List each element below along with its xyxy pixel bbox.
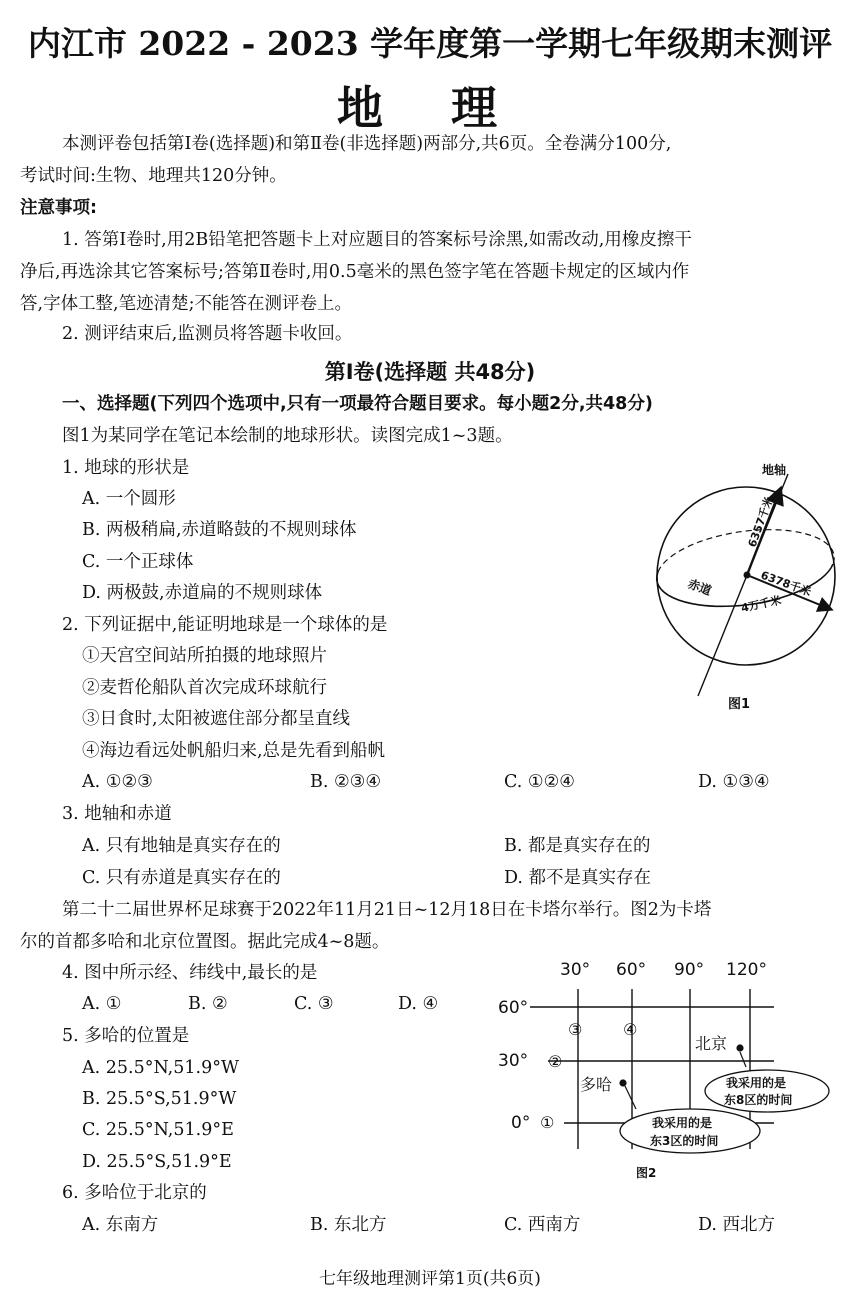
figure-1-caption: 图1: [728, 697, 751, 712]
q5-option-b: B. 25.5°S,51.9°W: [82, 1089, 237, 1109]
q1-option-c: C. 一个正球体: [82, 552, 194, 572]
marker-4: ④: [623, 1020, 638, 1039]
marker-1: ①: [540, 1113, 555, 1132]
q2-stem: 2. 下列证据中,能证明地球是一个球体的是: [62, 615, 388, 635]
q4-stem: 4. 图中所示经、纬线中,最长的是: [62, 963, 318, 983]
q6-option-c: C. 西南方: [504, 1215, 581, 1235]
section-1-title: 第Ⅰ卷(选择题 共48分): [324, 360, 536, 384]
notice-item-1-line-3: 答,字体工整,笔迹清楚;不能答在测评卷上。: [20, 294, 353, 314]
equator-label: 赤道: [685, 576, 714, 599]
beijing-bubble-line-1: 我采用的是: [726, 1076, 787, 1090]
q4-option-a: A. ①: [82, 994, 122, 1014]
section-1-instruction: 一、选择题(下列四个选项中,只有一项最符合题目要求。每小题2分,共48分): [62, 394, 653, 414]
q2-statement-3: ③日食时,太阳被遮住部分都呈直线: [82, 709, 351, 729]
q2-option-b: B. ②③④: [310, 772, 382, 792]
equator-back: [658, 530, 834, 572]
q5-option-c: C. 25.5°N,51.9°E: [82, 1120, 234, 1140]
q3-option-a: A. 只有地轴是真实存在的: [82, 836, 281, 856]
q1-option-b: B. 两极稍扁,赤道略鼓的不规则球体: [82, 520, 357, 540]
q4-option-b: B. ②: [188, 994, 228, 1014]
subject-title: 地 理: [336, 81, 523, 135]
notice-item-1-line-2: 净后,再选涂其它答案标号;答第Ⅱ卷时,用0.5毫米的黑色签字笔在答题卡规定的区域内作: [20, 262, 690, 282]
lon-label-60: 60°: [616, 960, 647, 980]
doha-bubble-line-2: 东3区的时间: [650, 1134, 719, 1148]
q5-stem: 5. 多哈的位置是: [62, 1026, 190, 1046]
doha-label: 多哈: [580, 1075, 613, 1094]
q1-option-d: D. 两极鼓,赤道扁的不规则球体: [82, 583, 323, 603]
lon-label-90: 90°: [674, 960, 705, 980]
beijing-bubble-line-2: 东8区的时间: [724, 1093, 793, 1107]
q6-stem: 6. 多哈位于北京的: [62, 1183, 207, 1203]
marker-2: ②: [548, 1052, 563, 1071]
q6-option-b: B. 东北方: [310, 1215, 387, 1235]
lat-label-30: 30°: [498, 1051, 529, 1071]
q3-option-d: D. 都不是真实存在: [504, 868, 652, 888]
lon-label-120: 120°: [726, 960, 767, 980]
q5-option-d: D. 25.5°S,51.9°E: [82, 1152, 232, 1172]
notice-heading: 注意事项:: [20, 198, 97, 218]
q2-option-d: D. ①③④: [698, 772, 770, 792]
q2-statement-4: ④海边看远处帆船归来,总是先看到船帆: [82, 741, 386, 761]
q2-option-a: A. ①②③: [82, 772, 153, 792]
notice-item-2: 2. 测评结束后,监测员将答题卡收回。: [62, 324, 353, 344]
circumference-label: 4万千米: [739, 593, 783, 615]
marker-3: ③: [568, 1020, 583, 1039]
fig2-intro-line-1: 第二十二届世界杯足球赛于2022年11月21日~12月18日在卡塔尔举行。图2为卡塔: [62, 900, 712, 920]
q3-option-b: B. 都是真实存在的: [504, 836, 651, 856]
page-footer: 七年级地理测评第1页(共6页): [319, 1269, 541, 1289]
q3-option-c: C. 只有赤道是真实存在的: [82, 868, 281, 888]
intro-line-2: 考试时间:生物、地理共120分钟。: [20, 166, 287, 186]
q2-statement-2: ②麦哲伦船队首次完成环球航行: [82, 678, 327, 698]
intro-line-1: 本测评卷包括第Ⅰ卷(选择题)和第Ⅱ卷(非选择题)两部分,共6页。全卷满分100分,: [62, 134, 672, 154]
lat-label-0: 0°: [511, 1113, 531, 1133]
lon-label-30: 30°: [560, 960, 591, 980]
lat-label-60: 60°: [498, 998, 529, 1018]
earth-center-dot: [744, 572, 751, 579]
figure-2-caption: 图2: [636, 1166, 657, 1180]
polar-radius-label: 6357千米: [745, 495, 776, 550]
doha-bubble-line-1: 我采用的是: [652, 1116, 713, 1130]
exam-title: 内江市 2022 - 2023 学年度第一学期七年级期末测评: [27, 24, 833, 63]
q4-option-c: C. ③: [294, 994, 334, 1014]
beijing-dot: [736, 1044, 743, 1051]
doha-dot: [619, 1079, 626, 1086]
q1-option-a: A. 一个圆形: [82, 489, 176, 509]
q1-stem: 1. 地球的形状是: [62, 458, 190, 478]
q3-stem: 3. 地轴和赤道: [62, 804, 172, 824]
q5-option-a: A. 25.5°N,51.9°W: [82, 1058, 239, 1078]
figure-2-map: [478, 955, 842, 1185]
axis-label: 地轴: [762, 463, 787, 477]
fig2-intro-line-2: 尔的首都多哈和北京位置图。据此完成4~8题。: [20, 932, 390, 952]
notice-item-1-line-1: 1. 答第Ⅰ卷时,用2B铅笔把答题卡上对应题目的答案标号涂黑,如需改动,用橡皮擦干: [62, 230, 692, 250]
figure-1-globe: [622, 452, 842, 714]
beijing-label: 北京: [695, 1034, 728, 1053]
q4-option-d: D. ④: [398, 994, 439, 1014]
q6-option-a: A. 东南方: [82, 1215, 159, 1235]
q2-statement-1: ①天宫空间站所拍摄的地球照片: [82, 646, 327, 666]
equator-radius-label: 6378千米: [758, 568, 813, 599]
q6-option-d: D. 西北方: [698, 1215, 776, 1235]
fig1-intro: 图1为某同学在笔记本绘制的地球形状。读图完成1~3题。: [62, 426, 513, 446]
q2-option-c: C. ①②④: [504, 772, 575, 792]
